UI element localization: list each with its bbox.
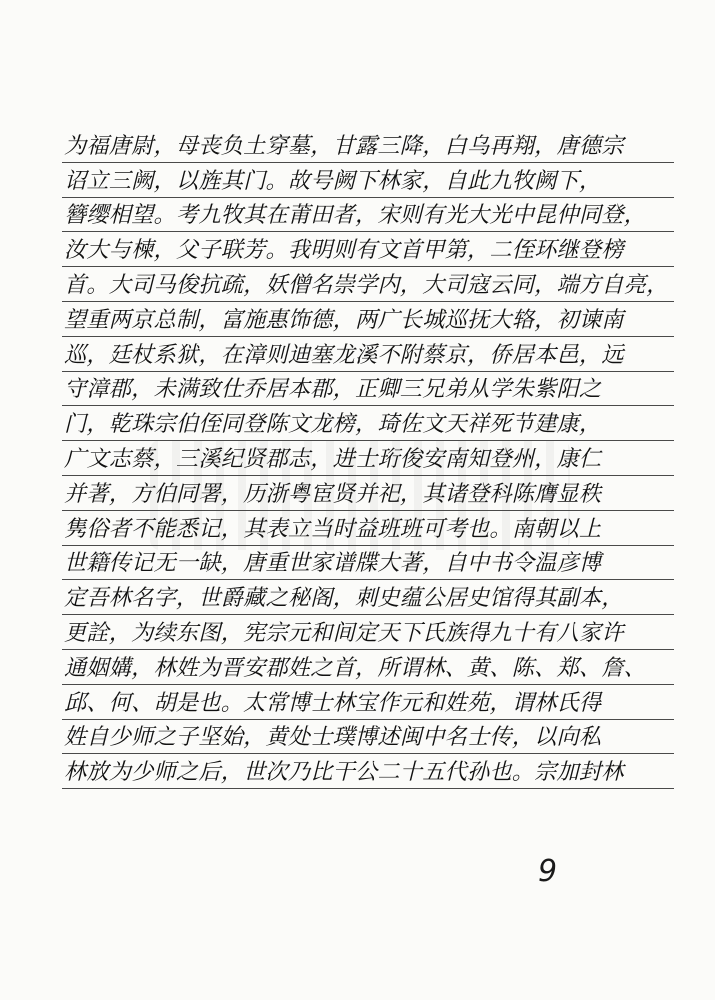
line-text: 为福唐尉，母丧负土穿墓，甘露三降，白乌再翔，唐德宗 <box>64 132 624 159</box>
line-text: 更詮，为续东图，宪宗元和间定天下氏族得九十有八家许 <box>64 619 624 646</box>
line-text: 广文志蔡，三溪纪贤郡志，进士珩俊安南知登州，康仁 <box>64 445 602 472</box>
text-line <box>62 163 674 198</box>
text-line <box>62 650 674 685</box>
text-line <box>62 406 674 441</box>
line-text: 隽俗者不能悉记，其表立当时益班班可考也。南朝以上 <box>64 515 602 542</box>
text-line <box>62 580 674 615</box>
text-line <box>62 128 674 163</box>
text-line <box>62 372 674 407</box>
page-number: 9 <box>538 854 558 889</box>
text-line <box>62 302 674 337</box>
line-text: 诏立三阙，以旌其门。故号阙下林家，自此九牧阙下， <box>64 167 602 194</box>
text-line <box>62 232 674 267</box>
line-text: 邱、何、胡是也。太常博士林宝作元和姓苑，谓林氏得 <box>64 689 602 716</box>
line-text: 姓自少师之子坚始，黄处士璞博述闽中名士传，以向私 <box>64 724 602 751</box>
line-text: 守漳郡，未满致仕乔居本郡，正卿三兄弟从学朱紫阳之 <box>64 376 602 403</box>
line-text: 世籍传记无一缺，唐重世家谱牒大著，自中书令温彦博 <box>64 550 602 577</box>
text-line <box>62 685 674 720</box>
text-line <box>62 720 674 755</box>
text-line <box>62 511 674 546</box>
text-line <box>62 754 674 789</box>
text-line <box>62 615 674 650</box>
line-text: 望重两京总制，富施惠饰德，两广长城巡抚大辂，初谏南 <box>64 306 624 333</box>
text-line <box>62 267 674 302</box>
line-text: 首。大司马俊抗疏，妖僧名崇学内，大司寇云同，端方自亮， <box>64 271 669 298</box>
line-text: 簪缨相望。考九牧其在莆田者，宋则有光大光中昆仲同登， <box>64 202 647 229</box>
handwritten-text-block <box>62 128 674 789</box>
text-line <box>62 337 674 372</box>
text-line <box>62 198 674 233</box>
line-text: 定吾林名字，世爵藏之秘阁，刺史蕴公居史馆得其副本， <box>64 585 624 612</box>
line-text: 巡，廷杖系狱，在漳则迪塞龙溪不附蔡京，侨居本邑，远 <box>64 341 624 368</box>
text-line <box>62 441 674 476</box>
line-text: 并著，方伯同署，历浙粤宦贤并祀，其诸登科陈膺显秩 <box>64 480 602 507</box>
line-text: 林放为少师之后，世次乃比干公二十五代孙也。宗加封林 <box>64 759 624 786</box>
line-text: 通姻媾，林姓为晋安郡姓之首，所谓林、黄、陈、郑、詹、 <box>64 654 647 681</box>
line-text: 汝大与楝，父子联芳。我明则有文首甲第，二侄环继登榜 <box>64 237 624 264</box>
line-text: 门，乾珠宗伯侄同登陈文龙榜，琦佐文天祥死节建康， <box>64 411 602 438</box>
text-line <box>62 476 674 511</box>
text-line <box>62 546 674 581</box>
